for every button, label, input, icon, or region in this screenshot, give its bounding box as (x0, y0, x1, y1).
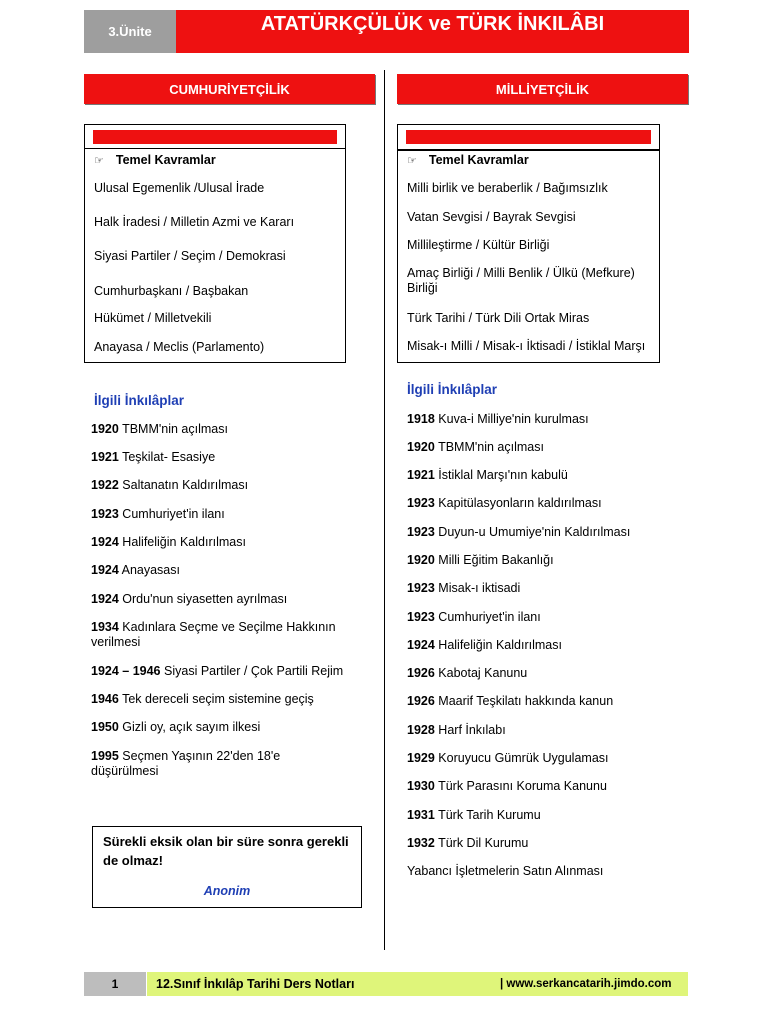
right-concept-clip (398, 336, 658, 358)
left-concept-item: Halk İradesi / Milletin Azmi ve Kararı (94, 215, 295, 229)
right-reform-item: 1924 Halifeliğin Kaldırılması (407, 638, 562, 652)
right-concept-item: Vatan Sevgisi / Bayrak Sevgisi (407, 210, 576, 224)
footer-title: 12.Sınıf İnkılâp Tarihi Ders Notları (156, 977, 355, 991)
left-reform-item: 1995 Seçmen Yaşının 22'den 18'e düşürülmesi (91, 749, 281, 778)
right-reform-item: 1926 Kabotaj Kanunu (407, 666, 528, 680)
left-reform-item: 1922 Saltanatın Kaldırılması (91, 478, 249, 492)
left-concept-item: Cumhurbaşkanı / Başbakan (94, 284, 249, 298)
right-reform-item: Yabancı İşletmelerin Satın Alınması (407, 864, 604, 878)
left-reform-item: 1923 Cumhuriyet'in ilanı (91, 507, 225, 521)
right-reform-item: 1923 Misak-ı iktisadi (407, 581, 521, 595)
left-concept-item: Siyasi Partiler / Seçim / Demokrasi (94, 249, 286, 263)
right-reform-item: 1926 Maarif Teşkilatı hakkında kanun (407, 694, 614, 708)
right-concepts-title: ☞ Temel Kavramlar (407, 153, 529, 167)
milliyetcilik-header: MİLLİYETÇİLİK (397, 74, 688, 104)
right-concept-item: Millileştirme / Kültür Birliği (407, 238, 550, 252)
left-reform-item: 1934 Kadınlara Seçme ve Seçilme Hakkının verilmesi (91, 620, 336, 649)
right-concept-item: Amaç Birliği / Milli Benlik / Ülkü (Mefkure) Birliği (407, 266, 635, 295)
left-concepts-title: ☞ Temel Kavramlar (94, 153, 216, 167)
left-reform-item: 1924 Halifeliğin Kaldırılması (91, 535, 246, 549)
right-reform-item: 1920 TBMM'nin açılması (407, 440, 544, 454)
left-concept-item: Anayasa / Meclis (Parlamento) (94, 340, 265, 354)
right-reform-item: 1929 Koruyucu Gümrük Uygulaması (407, 751, 609, 765)
left-concept-item: Ulusal Egemenlik /Ulusal İrade (94, 181, 265, 195)
column-divider (384, 70, 385, 950)
right-reform-item: 1920 Milli Eğitim Bakanlığı (407, 553, 554, 567)
quote-text: Sürekli eksik olan bir süre sonra gerekli de olmaz! (103, 834, 349, 868)
left-reform-item: 1946 Tek dereceli seçim sistemine geçiş (91, 692, 314, 706)
right-concepts-cap (397, 124, 660, 150)
unit-tab: 3.Ünite (84, 10, 176, 53)
pointing-hand-icon: ☞ (407, 155, 417, 167)
right-reform-item: 1923 Duyun-u Umumiye'nin Kaldırılması (407, 525, 631, 539)
right-concept-item: Milli birlik ve beraberlik / Bağımsızlık (407, 181, 608, 195)
left-reform-item: 1920 TBMM'nin açılması (91, 422, 228, 436)
left-concepts-cap (84, 124, 346, 150)
cumhuriyetcilik-header: CUMHURİYETÇİLİK (84, 74, 375, 104)
quote-author: Anonim (203, 884, 251, 898)
right-reform-item: 1932 Türk Dil Kurumu (407, 836, 529, 850)
right-concept-item: Türk Tarihi / Türk Dili Ortak Miras (407, 311, 590, 325)
left-reform-item: 1924 – 1946 Siyasi Partiler / Çok Partili Rejim (91, 664, 344, 678)
left-concept-item: Hükümet / Milletvekili (94, 311, 212, 325)
left-reforms-title: İlgili İnkılâplar (94, 393, 185, 408)
left-reform-item: 1924 Anayasası (91, 563, 180, 577)
pointing-hand-icon: ☞ (94, 155, 104, 167)
right-reform-item: 1918 Kuva-i Milliye'nin kurulması (407, 412, 589, 426)
right-reform-item: 1923 Kapitülasyonların kaldırılması (407, 496, 602, 510)
right-reforms-title: İlgili İnkılâplar (407, 382, 498, 397)
right-reform-item: 1928 Harf İnkılabı (407, 723, 506, 737)
right-concept-item: Misak-ı Milli / Misak-ı İktisadi / İstiklal Marşı (407, 339, 646, 353)
right-reform-item: 1930 Türk Parasını Koruma Kanunu (407, 779, 607, 793)
right-reform-item: 1931 Türk Tarih Kurumu (407, 808, 541, 822)
right-reform-item: 1923 Cumhuriyet'in ilanı (407, 610, 541, 624)
footer-site-link[interactable]: | www.serkancatarih.jimdo.com (500, 978, 672, 990)
left-reform-item: 1950 Gizli oy, açık sayım ilkesi (91, 720, 261, 734)
page-title: ATATÜRKÇÜLÜK ve TÜRK İNKILÂBI (260, 13, 605, 35)
left-reform-item: 1924 Ordu'nun siyasetten ayrılması (91, 592, 288, 606)
left-reform-item: 1921 Teşkilat- Esasiye (91, 450, 216, 464)
right-reform-item: 1921 İstiklal Marşı'nın kabulü (407, 468, 568, 482)
page-number: 1 (84, 972, 146, 996)
